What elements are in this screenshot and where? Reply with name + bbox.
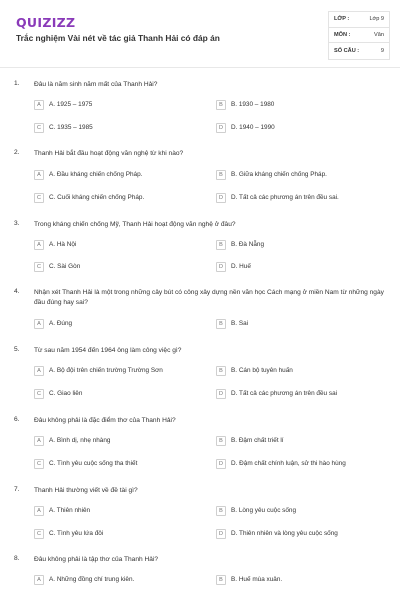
option-text: B. Huế mùa xuân.	[231, 576, 283, 583]
option-b[interactable]	[216, 574, 282, 585]
option-text: A. Hà Nội	[49, 241, 77, 248]
question-text: Thanh Hải bắt đầu hoạt động văn nghệ từ khi nào?	[34, 150, 184, 157]
question-text: Đâu không phải là đặc điểm thơ của Thanh Hải?	[34, 417, 176, 424]
question-text: Từ sau năm 1954 đến 1964 ông làm công việc gì?	[34, 347, 182, 354]
option-text: A. Những đồng chí trung kiên.	[49, 576, 135, 583]
meta-label: LỚP :	[334, 16, 350, 23]
question-number: 1.	[14, 80, 20, 87]
option-c[interactable]	[34, 122, 93, 133]
option-a[interactable]	[34, 318, 72, 329]
option-text: B. Đà Nẵng	[231, 241, 265, 248]
option-letter-box: B	[216, 366, 226, 376]
option-letter-box: D	[216, 459, 226, 469]
option-text: D. Thiên nhiên và lòng yêu cuộc sống	[231, 530, 338, 537]
option-letter-box: C	[34, 529, 44, 539]
option-text: D. 1940 – 1990	[231, 124, 275, 131]
option-c[interactable]	[34, 458, 137, 469]
worksheet-title: Trắc nghiệm Vài nét về tác giả Thanh Hải có đáp án	[16, 33, 220, 43]
option-text: A. 1925 – 1975	[49, 101, 93, 108]
option-letter-box: C	[34, 123, 44, 133]
option-letter-box: B	[216, 240, 226, 250]
option-text: C. Tình yêu cuộc sống tha thiết	[49, 460, 138, 467]
option-text: A. Bộ đội trên chiến trường Trường Sơn	[49, 367, 163, 374]
option-letter-box: B	[216, 319, 226, 329]
question-text: Trong kháng chiến chống Mỹ, Thanh Hải hoạt động văn nghệ ở đâu?	[34, 221, 236, 228]
option-text: B. Sai	[231, 320, 249, 327]
option-b[interactable]	[216, 505, 296, 516]
header-divider	[0, 67, 400, 68]
meta-value: 9	[380, 47, 384, 54]
option-text: B. Lòng yêu cuộc sống	[231, 507, 297, 514]
option-d[interactable]	[216, 528, 338, 539]
option-letter-box: B	[216, 506, 226, 516]
option-b[interactable]	[216, 99, 274, 110]
option-letter-box: C	[34, 193, 44, 203]
question-text: Đâu là năm sinh năm mất của Thanh Hải?	[34, 81, 158, 88]
option-a[interactable]	[34, 239, 76, 250]
option-text: C. Cuối kháng chiến chống Pháp.	[49, 194, 145, 201]
question-number: 2.	[14, 149, 20, 156]
option-d[interactable]	[216, 261, 251, 272]
question-text: Đâu không phải là tập thơ của Thanh Hải?	[34, 556, 159, 563]
option-text: D. Huế	[231, 263, 251, 270]
option-d[interactable]	[216, 388, 337, 399]
question-number: 7.	[14, 486, 20, 493]
meta-label: SỐ CÂU :	[334, 47, 360, 54]
meta-row-subject	[329, 28, 389, 44]
meta-row-grade	[329, 12, 389, 28]
meta-value: Văn	[374, 31, 384, 38]
option-a[interactable]	[34, 365, 163, 376]
question-number: 3.	[14, 220, 20, 227]
meta-row-count	[329, 43, 389, 59]
option-text: A. Bình dị, nhẹ nhàng	[49, 437, 111, 444]
option-letter-box: C	[34, 389, 44, 399]
option-letter-box: A	[34, 436, 44, 446]
option-text: D. Tất cả các phương án trên đều sai	[231, 390, 338, 397]
question-number: 4.	[14, 288, 20, 295]
option-c[interactable]	[34, 388, 82, 399]
option-text: C. Tình yêu lứa đôi	[49, 530, 104, 537]
question-text: Nhận xét Thanh Hải là một trong những cây bút có công xây dựng nền văn học Cách mạng ở miền Nam từ những ngày đầu đúng hay sai?	[34, 289, 384, 306]
option-letter-box: D	[216, 529, 226, 539]
question-number: 8.	[14, 555, 20, 562]
meta-value: Lớp 9	[369, 16, 384, 23]
option-text: A. Thiên nhiên	[49, 507, 91, 514]
option-b[interactable]	[216, 435, 284, 446]
option-letter-box: A	[34, 506, 44, 516]
question-number: 6.	[14, 416, 20, 423]
option-b[interactable]	[216, 239, 264, 250]
option-c[interactable]	[34, 528, 103, 539]
option-letter-box: A	[34, 240, 44, 250]
option-text: D. Đậm chất chính luận, sử thi hào hùng	[231, 460, 346, 467]
option-a[interactable]	[34, 169, 142, 180]
option-a[interactable]	[34, 435, 110, 446]
option-c[interactable]	[34, 261, 80, 272]
option-text: C. Giao liên	[49, 390, 83, 397]
option-letter-box: D	[216, 123, 226, 133]
option-letter-box: B	[216, 100, 226, 110]
option-text: B. Giữa kháng chiến chống Pháp.	[231, 171, 327, 178]
option-letter-box: A	[34, 575, 44, 585]
option-text: C. 1935 – 1985	[49, 124, 93, 131]
option-text: C. Sài Gòn	[49, 263, 81, 270]
option-letter-box: B	[216, 436, 226, 446]
option-letter-box: C	[34, 459, 44, 469]
worksheet-header	[0, 0, 400, 66]
option-a[interactable]	[34, 99, 92, 110]
option-b[interactable]	[216, 365, 293, 376]
option-letter-box: D	[216, 193, 226, 203]
option-letter-box: A	[34, 319, 44, 329]
option-letter-box: A	[34, 366, 44, 376]
option-a[interactable]	[34, 574, 134, 585]
quizizz-logo: QUIZIZZ	[16, 15, 76, 30]
question-text: Thanh Hải thường viết về đề tài gì?	[34, 487, 138, 494]
option-d[interactable]	[216, 122, 275, 133]
option-a[interactable]	[34, 505, 90, 516]
option-letter-box: D	[216, 262, 226, 272]
option-letter-box: C	[34, 262, 44, 272]
option-text: B. Cán bộ tuyên huấn	[231, 367, 293, 374]
option-text: D. Tất cả các phương án trên đều sai.	[231, 194, 339, 201]
option-letter-box: B	[216, 170, 226, 180]
option-letter-box: B	[216, 575, 226, 585]
option-c[interactable]	[34, 192, 144, 203]
option-text: B. 1930 – 1980	[231, 101, 275, 108]
option-letter-box: D	[216, 389, 226, 399]
meta-box	[328, 11, 390, 60]
option-d[interactable]	[216, 458, 346, 469]
option-text: A. Đúng	[49, 320, 73, 327]
option-b[interactable]	[216, 169, 327, 180]
option-letter-box: A	[34, 100, 44, 110]
option-text: A. Đầu kháng chiến chống Pháp.	[49, 171, 143, 178]
option-b[interactable]	[216, 318, 248, 329]
question-number: 5.	[14, 346, 20, 353]
option-d[interactable]	[216, 192, 339, 203]
meta-label: MÔN :	[334, 31, 351, 38]
option-text: B. Đậm chất triết lí	[231, 437, 284, 444]
option-letter-box: A	[34, 170, 44, 180]
